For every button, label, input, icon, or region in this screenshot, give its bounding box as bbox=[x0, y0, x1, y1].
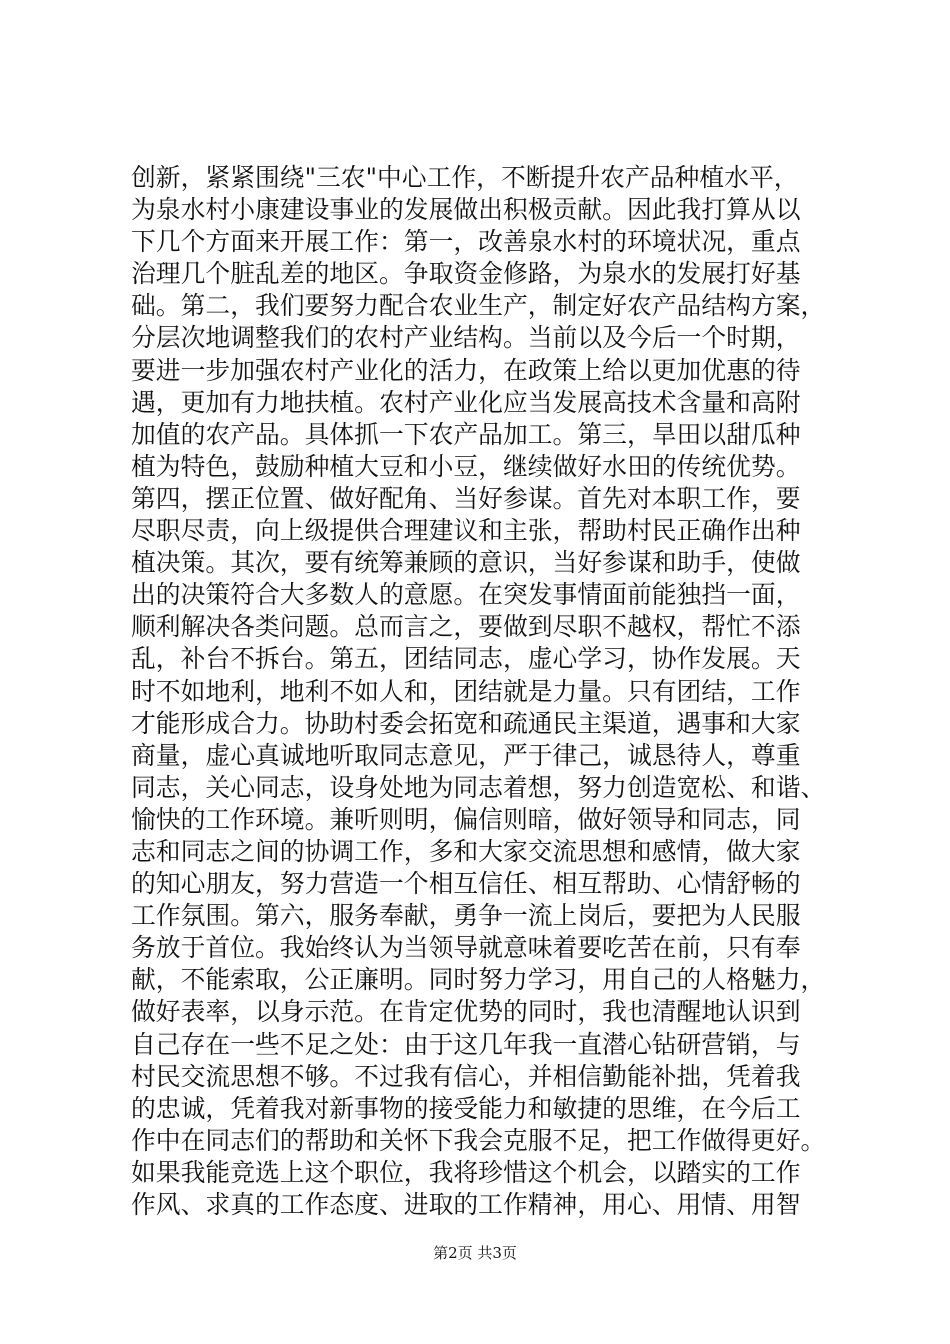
text-line: 村民交流思想不够。不过我有信心，并相信勤能补拙，凭着我 bbox=[131, 1061, 801, 1091]
text-line: 的知心朋友，努力营造一个相互信任、相互帮助、心情舒畅的 bbox=[131, 869, 801, 899]
text-line: 做好表率，以身示范。在肯定优势的同时，我也清醒地认识到 bbox=[131, 997, 801, 1027]
text-line: 要进一步加强农村产业化的活力，在政策上给以更加优惠的待 bbox=[131, 355, 801, 385]
text-line: 务放于首位。我始终认为当领导就意味着要吃苦在前，只有奉 bbox=[131, 933, 801, 963]
text-line: 志和同志之间的协调工作，多和大家交流思想和感情，做大家 bbox=[131, 836, 801, 866]
body-text bbox=[131, 162, 831, 1221]
text-line: 同志，关心同志，设身处地为同志着想，努力创造宽松、和谐、 bbox=[131, 772, 826, 802]
text-line: 时不如地利，地利不如人和，团结就是力量。只有团结，工作 bbox=[131, 676, 801, 706]
text-line: 献，不能索取，公正廉明。同时努力学习，用自己的人格魅力， bbox=[131, 965, 826, 995]
text-line: 作风、求真的工作态度、进取的工作精神，用心、用情、用智 bbox=[131, 1190, 801, 1219]
text-line: 愉快的工作环境。兼听则明，偏信则暗，做好领导和同志，同 bbox=[131, 804, 801, 834]
text-line: 分层次地调整我们的农村产业结构。当前以及今后一个时期， bbox=[131, 323, 801, 353]
text-line: 顺利解决各类问题。总而言之，要做到尽职不越权，帮忙不添 bbox=[131, 612, 801, 642]
text-line: 植决策。其次，要有统筹兼顾的意识，当好参谋和助手，使做 bbox=[131, 548, 801, 578]
text-line: 乱，补台不拆台。第五，团结同志，虚心学习，协作发展。天 bbox=[131, 644, 801, 674]
text-line: 创新，紧紧围绕"三农"中心工作，不断提升农产品种植水平， bbox=[131, 163, 799, 192]
text-line: 础。第二，我们要努力配合农业生产，制定好农产品结构方案， bbox=[131, 291, 826, 321]
text-line: 治理几个脏乱差的地区。争取资金修路，为泉水的发展打好基 bbox=[131, 259, 801, 289]
text-line: 尽职尽责，向上级提供合理建议和主张，帮助村民正确作出种 bbox=[131, 516, 801, 546]
text-line: 的忠诚，凭着我对新事物的接受能力和敏捷的思维，在今后工 bbox=[131, 1093, 801, 1123]
text-line: 出的决策符合大多数人的意愿。在突发事情面前能独挡一面， bbox=[131, 580, 801, 610]
text-line: 自己存在一些不足之处：由于这几年我一直潜心钻研营销，与 bbox=[131, 1029, 801, 1059]
text-line: 作中在同志们的帮助和关怀下我会克服不足，把工作做得更好。 bbox=[131, 1125, 826, 1155]
text-line: 如果我能竞选上这个职位，我将珍惜这个机会，以踏实的工作 bbox=[131, 1157, 801, 1187]
page-number-footer: 第2页 共3页 bbox=[433, 1244, 517, 1262]
text-line: 第四，摆正位置、做好配角、当好参谋。首先对本职工作，要 bbox=[131, 483, 801, 513]
text-line: 植为特色，鼓励种植大豆和小豆，继续做好水田的传统优势。 bbox=[131, 451, 801, 481]
text-line: 商量，虚心真诚地听取同志意见，严于律己，诚恳待人，尊重 bbox=[131, 740, 801, 770]
text-line: 下几个方面来开展工作：第一，改善泉水村的环境状况，重点 bbox=[131, 227, 801, 257]
text-line: 为泉水村小康建设事业的发展做出积极贡献。因此我打算从以 bbox=[131, 195, 801, 225]
text-line: 工作氛围。第六，服务奉献，勇争一流上岗后，要把为人民服 bbox=[131, 901, 801, 931]
text-line: 遇，更加有力地扶植。农村产业化应当发展高技术含量和高附 bbox=[131, 387, 801, 417]
text-line: 才能形成合力。协助村委会拓宽和疏通民主渠道，遇事和大家 bbox=[131, 708, 801, 738]
text-line: 加值的农产品。具体抓一下农产品加工。第三，旱田以甜瓜种 bbox=[131, 419, 801, 449]
